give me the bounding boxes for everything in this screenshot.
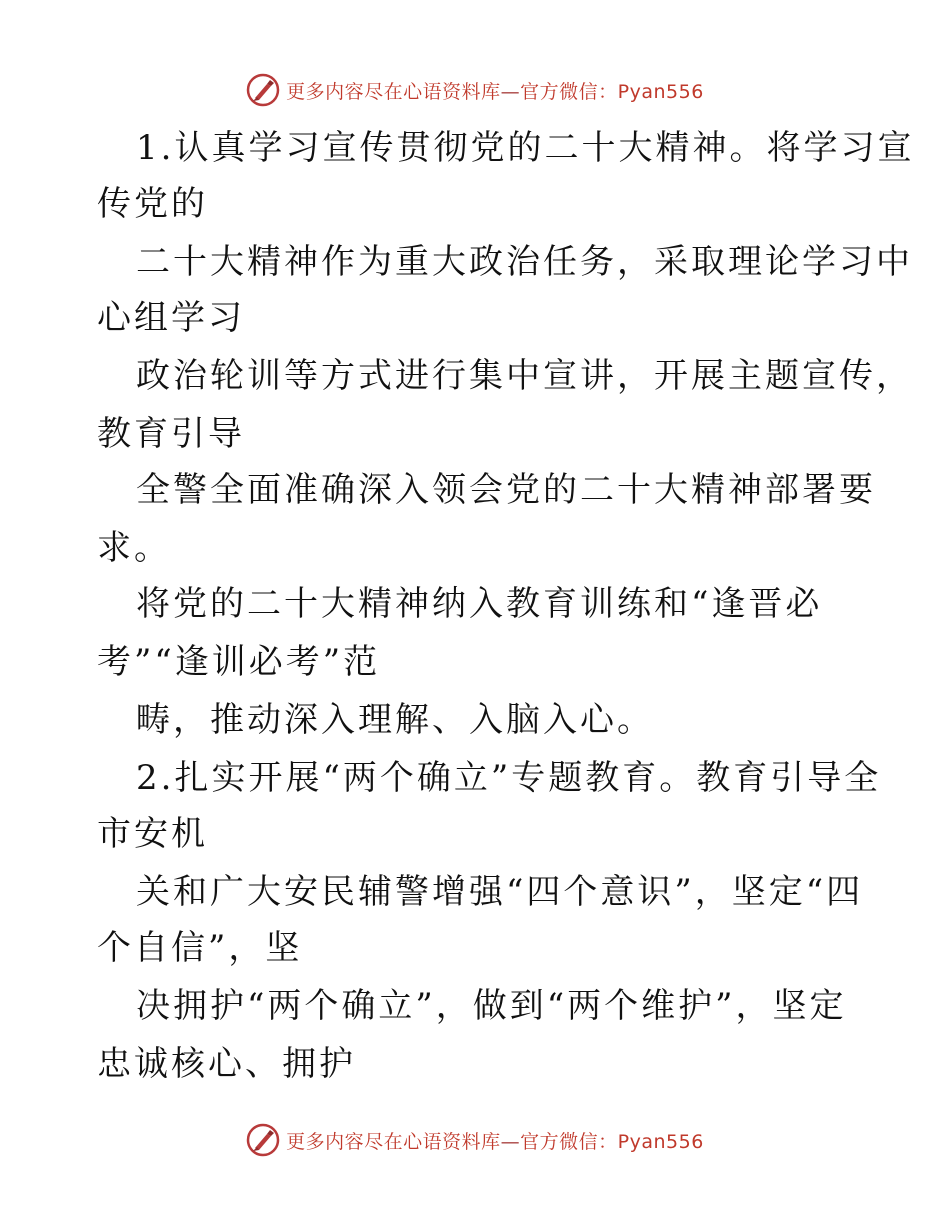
- text-line: 二十大精神作为重大政治任务，采取理论学习中: [136, 242, 913, 282]
- header-brand: 更多内容尽在心语资料库: [286, 80, 501, 103]
- text-line: 2.扎实开展“两个确立”专题教育。教育引导全: [136, 758, 882, 798]
- text-line: 决拥护“两个确立”，做到“两个维护”，坚定: [136, 986, 847, 1026]
- footer-banner-text: [286, 1127, 704, 1154]
- text-line: 市安机: [97, 814, 208, 854]
- footer-separator: —: [500, 1130, 521, 1153]
- header-banner-text: [286, 77, 704, 104]
- text-line: 考”“逢训必考”范: [97, 642, 381, 682]
- text-line: 心组学习: [97, 298, 245, 338]
- text-line: 将党的二十大精神纳入教育训练和“逢晋必: [136, 584, 823, 624]
- text-line: 忠诚核心、拥护: [97, 1044, 356, 1084]
- text-line: 全警全面准确深入领会党的二十大精神部署要: [136, 470, 876, 510]
- footer-banner: [0, 1120, 950, 1160]
- footer-contact: 官方微信：Pyan556: [520, 1130, 704, 1153]
- text-line: 1.认真学习宣传贯彻党的二十大精神。将学习宣: [136, 128, 915, 168]
- text-line: 个自信”，坚: [97, 928, 303, 968]
- pen-logo-icon: [246, 73, 280, 107]
- text-line: 政治轮训等方式进行集中宣讲，开展主题宣传，: [136, 356, 913, 396]
- pen-logo-icon: [246, 1123, 280, 1157]
- header-contact: 官方微信：Pyan556: [520, 80, 704, 103]
- text-line: 求。: [97, 528, 171, 568]
- header-banner: [0, 70, 950, 110]
- text-line: 关和广大安民辅警增强“四个意识”，坚定“四: [136, 872, 864, 912]
- text-line: 畴，推动深入理解、入脑入心。: [136, 700, 654, 740]
- footer-brand: 更多内容尽在心语资料库: [286, 1130, 501, 1153]
- text-line: 教育引导: [97, 414, 245, 454]
- text-line: 传党的: [97, 184, 208, 224]
- header-separator: —: [500, 80, 521, 103]
